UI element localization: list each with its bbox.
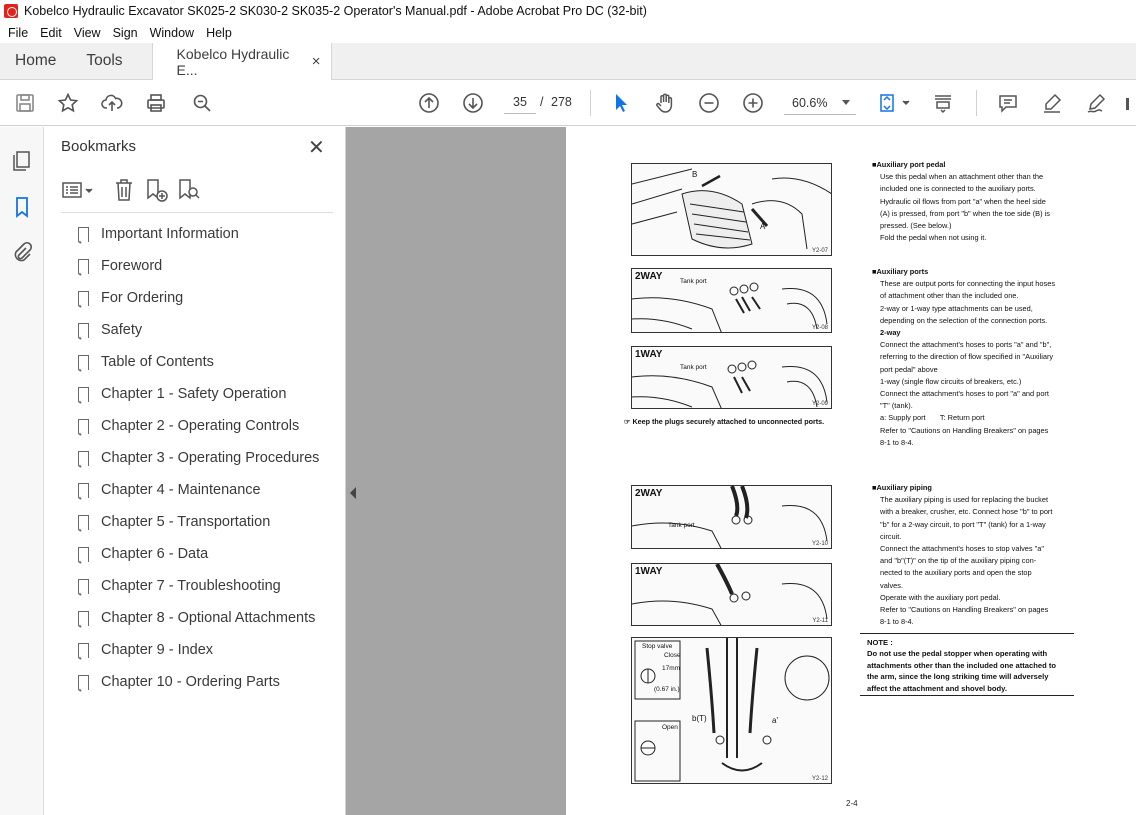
bookmark-item[interactable] xyxy=(78,382,286,406)
collapse-panel-icon[interactable] xyxy=(350,487,356,499)
plug-note xyxy=(624,416,839,428)
page-fit-icon[interactable] xyxy=(876,91,912,115)
bookmark-item[interactable] xyxy=(78,286,183,310)
page-number-input[interactable] xyxy=(504,90,536,114)
bookmarks-panel-title: Bookmarks xyxy=(61,138,137,155)
zoom-in-icon[interactable] xyxy=(741,91,765,115)
pedal-label-a: A xyxy=(760,222,766,231)
bookmark-icon xyxy=(78,323,89,338)
tab-bar xyxy=(0,43,1136,80)
chevron-down-icon xyxy=(842,100,850,105)
bookmark-item[interactable] xyxy=(78,318,142,342)
tank-port-label: Tank port xyxy=(680,278,707,285)
menu-view[interactable]: View xyxy=(73,25,101,40)
section-line: 2-way xyxy=(880,328,901,338)
section-line: Fold the pedal when not using it. xyxy=(880,233,987,243)
bookmarks-toolbar xyxy=(61,175,333,213)
section-line: with a breaker, crusher, etc. Connect hose "b" to port xyxy=(880,507,1053,517)
bookmark-item[interactable] xyxy=(78,638,213,662)
bookmark-item[interactable] xyxy=(78,222,239,246)
section-auxiliary-port-pedal xyxy=(872,159,1082,244)
figure-1way-ports xyxy=(631,346,832,409)
close-label: Close xyxy=(664,652,681,659)
bookmark-item[interactable] xyxy=(78,350,214,374)
square-bullet-icon: ■ xyxy=(872,483,877,492)
section-heading: Auxiliary port pedal xyxy=(876,160,946,169)
section-line: 8-1 to 8-4. xyxy=(880,437,914,447)
pointing-hand-icon: ☞ xyxy=(624,417,633,426)
bookmark-icon xyxy=(78,419,89,434)
tank-port-label: Tank port xyxy=(668,522,695,529)
section-heading: Auxiliary piping xyxy=(876,483,932,492)
figure-code: Y2-11 xyxy=(812,618,828,624)
bookmark-item[interactable] xyxy=(78,414,299,438)
bookmark-item[interactable] xyxy=(78,574,281,598)
bookmark-label: Chapter 1 - Safety Operation xyxy=(101,386,287,402)
acrobat-app-icon xyxy=(4,4,18,18)
save-icon[interactable] xyxy=(13,91,37,115)
scroll-mode-icon[interactable] xyxy=(931,91,955,115)
section-line: These are output ports for connecting the input hoses xyxy=(880,279,1056,289)
delete-bookmark-icon[interactable] xyxy=(111,177,137,203)
stop-valve-label: Stop valve xyxy=(642,643,673,650)
section-line: of attachment other than the included one. xyxy=(880,291,1019,301)
figure-label-2way: 2WAY xyxy=(635,271,663,282)
figure-code: Y2-10 xyxy=(811,541,828,547)
section-line: a: Supply port T: Return port xyxy=(880,413,985,423)
figure-code: Y2-08 xyxy=(811,325,828,331)
sign-pen-icon[interactable] xyxy=(1084,91,1108,115)
bookmarks-panel xyxy=(44,127,346,815)
section-line: Operate with the auxiliary port pedal. xyxy=(880,592,1001,602)
bookmark-label: Chapter 6 - Data xyxy=(101,546,209,562)
figure-code: Y2-12 xyxy=(811,776,828,782)
menu-help[interactable]: Help xyxy=(206,25,232,40)
bookmark-label: Foreword xyxy=(101,258,163,274)
title-bar xyxy=(0,0,1136,22)
figure-label-2way: 2WAY xyxy=(635,488,663,499)
menu-sign[interactable]: Sign xyxy=(112,25,138,40)
section-line: pressed. (See below.) xyxy=(880,221,952,231)
figure-label-1way: 1WAY xyxy=(635,349,663,360)
toolbar-divider xyxy=(590,90,591,116)
bookmark-label: Important Information xyxy=(101,226,239,242)
figure-stop-valves xyxy=(631,637,832,784)
bookmark-label: Chapter 4 - Maintenance xyxy=(101,482,261,498)
note-heading: NOTE : xyxy=(867,638,893,647)
bookmark-item[interactable] xyxy=(78,542,208,566)
page-thumbnails-icon[interactable] xyxy=(10,149,34,173)
highlight-pen-icon[interactable] xyxy=(1040,91,1064,115)
open-label: Open xyxy=(662,724,678,731)
figure-code: Y2-09 xyxy=(811,401,828,407)
menu-file[interactable]: File xyxy=(8,25,29,40)
figure-pedal xyxy=(631,163,832,256)
tank-port-label: Tank port xyxy=(680,364,707,371)
bookmark-options-icon[interactable] xyxy=(61,177,97,203)
section-line: Hydraulic oil flows from port "a" when the heel side xyxy=(880,196,1046,206)
bookmark-item[interactable] xyxy=(78,478,261,502)
bookmark-item[interactable] xyxy=(78,670,280,694)
find-zoom-icon[interactable] xyxy=(190,91,214,115)
square-bullet-icon: ■ xyxy=(872,267,877,276)
section-line: Connect the attachment's hoses to stop valves "a" xyxy=(880,544,1045,554)
section-line: 2-way or 1-way type attachments can be used, xyxy=(880,303,1033,313)
section-line: Refer to "Cautions on Handling Breakers" on pages xyxy=(880,605,1049,615)
bookmark-icon xyxy=(78,355,89,370)
bookmark-label: Chapter 7 - Troubleshooting xyxy=(101,578,281,594)
section-heading: Auxiliary ports xyxy=(876,267,929,276)
dimension-mm-label: 17mm xyxy=(662,665,681,672)
print-icon[interactable] xyxy=(144,91,168,115)
tab-tools[interactable]: Tools xyxy=(86,52,123,69)
select-cursor-icon[interactable] xyxy=(609,91,633,115)
bookmark-label: Chapter 3 - Operating Procedures xyxy=(101,450,320,466)
note-box xyxy=(867,637,1077,694)
section-line: nected to the auxiliary ports and open the stop xyxy=(880,568,1032,578)
zoom-level-dropdown[interactable] xyxy=(784,91,856,115)
bookmark-label: Chapter 9 - Index xyxy=(101,642,214,658)
bookmark-label: Chapter 10 - Ordering Parts xyxy=(101,674,280,690)
section-line: The auxiliary piping is used for replacing the bucket xyxy=(880,495,1049,505)
section-line: Use this pedal when an attachment other than the xyxy=(880,172,1044,182)
page-separator: / xyxy=(540,95,544,109)
section-auxiliary-ports xyxy=(872,266,1086,449)
bookmark-icon xyxy=(78,547,89,562)
star-icon[interactable] xyxy=(56,91,80,115)
bookmark-label: Safety xyxy=(101,322,143,338)
bookmark-item[interactable] xyxy=(78,606,315,630)
figure-label-1way: 1WAY xyxy=(635,566,663,577)
section-auxiliary-piping xyxy=(872,482,1086,628)
note-line: affect the attachment and shovel body. xyxy=(867,683,1007,693)
bookmark-icon xyxy=(78,643,89,658)
navigation-rail xyxy=(0,127,44,815)
menu-window[interactable]: Window xyxy=(149,25,195,40)
pedal-label-b: B xyxy=(692,170,698,179)
hand-tool-icon[interactable] xyxy=(653,91,677,115)
note-line: attachments other than the included one attached to xyxy=(867,660,1057,670)
tab-document-label: Kobelco Hydraulic E... xyxy=(176,45,290,78)
port-a-label: a' xyxy=(772,716,778,725)
section-line: 1-way (single flow circuits of breakers, etc.) xyxy=(880,376,1022,386)
menu-bar xyxy=(0,22,1136,43)
bookmarks-icon[interactable] xyxy=(10,195,34,219)
bookmark-icon xyxy=(78,227,89,242)
bookmark-label: Chapter 8 - Optional Attachments xyxy=(101,610,316,626)
bookmark-icon xyxy=(78,675,89,690)
section-line: Connect the attachment's hoses to ports "a" and "b", xyxy=(880,340,1052,350)
bookmark-item[interactable] xyxy=(78,446,319,470)
section-line: (A) is pressed, from port "b" when the toe side (B) is xyxy=(880,208,1050,218)
section-line: included one is connected to the auxiliary ports. xyxy=(880,184,1036,194)
figure-1way-piping xyxy=(631,563,832,626)
attachments-icon[interactable] xyxy=(10,241,34,265)
note-line: Do not use the pedal stopper when operating with xyxy=(867,649,1048,659)
section-line: Connect the attachment's hoses to port "a" and port xyxy=(880,389,1049,399)
section-line: "b" for a 2-way circuit, to port "T" (tank) for a 1-way xyxy=(880,519,1046,529)
bookmark-icon xyxy=(78,483,89,498)
tab-close-icon[interactable]: × xyxy=(311,53,321,70)
section-line: depending on the selection of the connection ports. xyxy=(880,315,1048,325)
find-bookmark-icon[interactable] xyxy=(175,177,201,203)
section-line: port pedal" above xyxy=(880,364,938,374)
section-line: 8-1 to 8-4. xyxy=(880,617,914,627)
bookmark-icon xyxy=(78,515,89,530)
more-tools-icon[interactable] xyxy=(1122,91,1136,115)
section-line: Refer to "Cautions on Handling Breakers" on pages xyxy=(880,425,1049,435)
note-divider-bottom xyxy=(860,695,1074,696)
bookmark-icon xyxy=(78,291,89,306)
bookmark-label: For Ordering xyxy=(101,290,184,306)
bookmark-label: Chapter 2 - Operating Controls xyxy=(101,418,300,434)
section-line: "T" (tank). xyxy=(880,401,913,411)
next-page-icon[interactable] xyxy=(461,91,485,115)
bookmark-icon xyxy=(78,611,89,626)
figure-2way-ports xyxy=(631,268,832,333)
section-line: circuit. xyxy=(880,531,902,541)
note-divider-top xyxy=(860,633,1074,634)
section-line: referring to the direction of flow specified in "Auxiliary xyxy=(880,352,1054,362)
upload-cloud-icon[interactable] xyxy=(100,91,124,115)
figure-code: Y2-07 xyxy=(811,248,828,254)
bookmark-icon xyxy=(78,387,89,402)
note-line: the arm, since the long striking time will adversely xyxy=(867,672,1049,682)
window-title: Kobelco Hydraulic Excavator SK025-2 SK030-2 SK035-2 Operator's Manual.pdf - Adobe Acrobat Pro DC (32-bit) xyxy=(24,4,647,18)
pdf-page xyxy=(566,127,1136,815)
page-number: 2-4 xyxy=(846,799,858,808)
previous-page-icon[interactable] xyxy=(417,91,441,115)
plug-note-text: Keep the plugs securely attached to unconnected ports. xyxy=(632,417,825,426)
bookmark-icon xyxy=(78,259,89,274)
square-bullet-icon: ■ xyxy=(872,160,877,169)
port-bt-label: b(T) xyxy=(692,714,707,723)
figure-2way-piping xyxy=(631,485,832,549)
page-total: 278 xyxy=(551,95,572,109)
zoom-out-icon[interactable] xyxy=(697,91,721,115)
bookmark-item[interactable] xyxy=(78,510,270,534)
comment-icon[interactable] xyxy=(996,91,1020,115)
section-line: valves. xyxy=(880,580,904,590)
zoom-level-value: 60.6% xyxy=(792,95,828,110)
bookmark-icon xyxy=(78,579,89,594)
bookmark-icon xyxy=(78,451,89,466)
bookmark-label: Table of Contents xyxy=(101,354,214,370)
dimension-in-label: (0.67 in.) xyxy=(654,686,680,693)
toolbar-divider xyxy=(976,90,977,116)
menu-edit[interactable]: Edit xyxy=(40,25,62,40)
bookmark-label: Chapter 5 - Transportation xyxy=(101,514,271,530)
section-line: and "b"(T)" on the tip of the auxiliary piping con- xyxy=(880,556,1037,566)
tab-document[interactable] xyxy=(152,43,332,80)
close-icon[interactable]: ✕ xyxy=(308,137,325,159)
tab-home[interactable]: Home xyxy=(15,52,57,69)
new-bookmark-icon[interactable] xyxy=(143,177,169,203)
bookmark-item[interactable] xyxy=(78,254,162,278)
